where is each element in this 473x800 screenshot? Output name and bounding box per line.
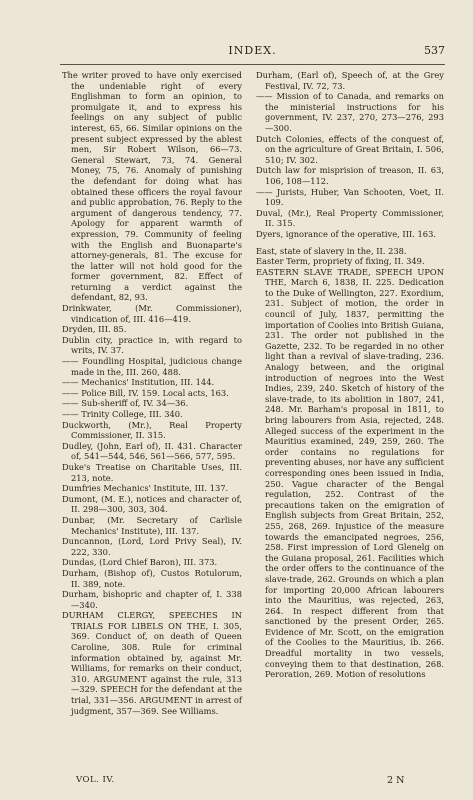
index-entry: Drinkwater, (Mr. Commissioner), vindication of, III. 416—419.	[62, 303, 242, 324]
signature-mark: 2 N	[387, 775, 405, 786]
index-entry: —— Foundling Hospital, judicious change made in the, III. 260, 488.	[62, 356, 242, 377]
index-entry: Dryden, III. 85.	[62, 324, 127, 335]
index-entry: Dudley, (John, Earl of), II. 431. Character of, 541—544, 546, 561—566, 577, 595.	[62, 440, 242, 462]
index-entry: East, state of slavery in the, II. 238.	[256, 245, 407, 256]
page-header	[60, 44, 445, 62]
index-entry: —— Mechanics' Institution, III. 144.	[62, 377, 215, 388]
volume-label: VOL. IV.	[76, 775, 115, 785]
index-entry: Duckworth, (Mr.), Real Property Commissioner, II. 315.	[62, 419, 242, 441]
index-entry: Duncannon, (Lord, Lord Privy Seal), IV. 222, 330.	[62, 536, 242, 557]
index-entry: Durham, (Earl of), Speech of, at the Grey Festival, IV. 72, 73.	[256, 70, 444, 91]
index-entry: —— Trinity College, III. 340.	[62, 409, 183, 419]
index-entry: —— Jurists, Huber, Van Schooten, Voet, II. 109.	[256, 186, 444, 208]
index-entry: —— Sub-sheriff of, IV. 34—36.	[62, 398, 189, 409]
index-entry: The writer proved to have only exercised the undeniable right of every Englishman to form an opinion, to promulgate it, and to express his feelings on any subject of public interest, 65, 66. Similar opinions on the present subject expressed by the ablest men, Sir Robert Wilson, 66—73. General Stewart, 73, 74. General Money, 75, 76. Anomaly of punishing the defendant for doing what has obtained these officers the royal favour and public approbation, 76. Reply to the argument of dangerous tendency, 77. Apology for apparent warmth of expression, 79. Community of feeling with the English and Buonaparte's attorney-generals, 81. The excuse for the latter will not hold good for the former government, 82. Effect of returning a verdict against the defendant, 82, 93.	[62, 70, 242, 303]
index-entry: —— Mission of to Canada, and remarks on the ministerial instructions for his government, IV. 237, 270, 273—276, 293—300.	[256, 91, 444, 133]
index-entry: —— Police Bill, IV. 159. Local acts, 163.	[62, 387, 229, 398]
index-entry: Dyers, ignorance of the operative, III. 163.	[256, 228, 436, 239]
index-entry: Dublin city, practice in, with regard to writs, IV. 37.	[62, 334, 242, 356]
left-column	[62, 70, 242, 716]
index-entry: Dundas, (Lord Chief Baron), III. 373.	[62, 557, 218, 568]
index-entry: Easter Term, propriety of fixing, II. 349.	[256, 256, 425, 267]
index-entry: Durham, bishopric and chapter of, I. 338—340.	[62, 589, 242, 610]
index-entry: DURHAM CLERGY, SPEECHES IN TRIALS FOR LIBELS ON THE, I. 305, 369. Conduct of, on death of Queen Caroline, 308. Rule for criminal information obtained by, against Mr. Williams, for remarks on their conduct, 310. ARGUMENT against the rule, 313—329. SPEECH for the defendant at the trial, 331—356. ARGUMENT in arrest of judgment, 357—369. See Williams.	[62, 610, 242, 716]
index-entry: Durham, (Bishop of), Custos Rotulorum, II. 389, note.	[62, 567, 242, 589]
running-title: INDEX.	[228, 44, 277, 57]
index-entry: Dutch law for misprision of treason, II. 63, 106, 108—112.	[256, 165, 444, 186]
right-column	[256, 70, 444, 680]
index-entry: Dutch Colonies, effects of the conquest of, on the agriculture of Great Britain, I. 506, 510; IV. 302.	[256, 133, 444, 165]
index-entry: Dumfries Mechanics' Institute, III. 137.	[62, 483, 229, 494]
index-entry: Duke's Treatise on Charitable Uses, III. 213, note.	[62, 461, 242, 483]
index-entry: Dunbar, (Mr. Secretary of Carlisle Mechanics' Institute), III. 137.	[62, 514, 242, 536]
page-number: 537	[424, 44, 445, 57]
index-entry: EASTERN SLAVE TRADE, SPEECH UPON THE, March 6, 1838, II. 225. Dedication to the Duke of Wellington, 227. Exordium, 231. Subject of motion, the order in council of July, 1837, permitting the importation of Coolies into British Guiana, 231. The order not published in the Gazette, 232. To be regarded in no other light than a revival of slave-trading, 236. Analogy between, and the original introduction of negroes into the West Indies, 239, 240. Sketch of history of the slave-trade, to its abolition in 1807, 241, 248. Mr. Barham's proposal in 1811, to bring labourers from Asia, rejected, 248. Alleged success of the experiment in the Mauritius examined, 249, 259, 260. The order contains no regulations for preventing abuses, nor have any sufficient corresponding ones been issued in India, 250. Vague character of the Bengal regulation, 252. Contrast of the precautions taken on the emigration of English subjects from Great Britain, 252, 255, 268, 269. Injustice of the measure towards the emancipated negroes, 256, 258. First impression of Lord Glenelg on the Guiana proposal, 261. Facilities which the order offers to the continuance of the slave-trade, 262. Grounds on which a plan for importing 20,000 African labourers into the Mauritius, was rejected, 263, 264. In respect different from that sanctioned by the present Order, 265. Evidence of Mr. Scott, on the emigration of the Coolies to the Mauritius, ib. 266. Dreadful mortality in two vessels, conveying them to that destination, 268. Peroration, 269. Motion of resolutions	[256, 266, 444, 680]
index-entry: Dumont, (M. E.), notices and character of, II. 298—300, 303, 304.	[62, 493, 242, 515]
header-rule	[60, 64, 445, 65]
index-entry: Duval, (Mr.), Real Property Commissioner, II. 315.	[256, 207, 444, 229]
